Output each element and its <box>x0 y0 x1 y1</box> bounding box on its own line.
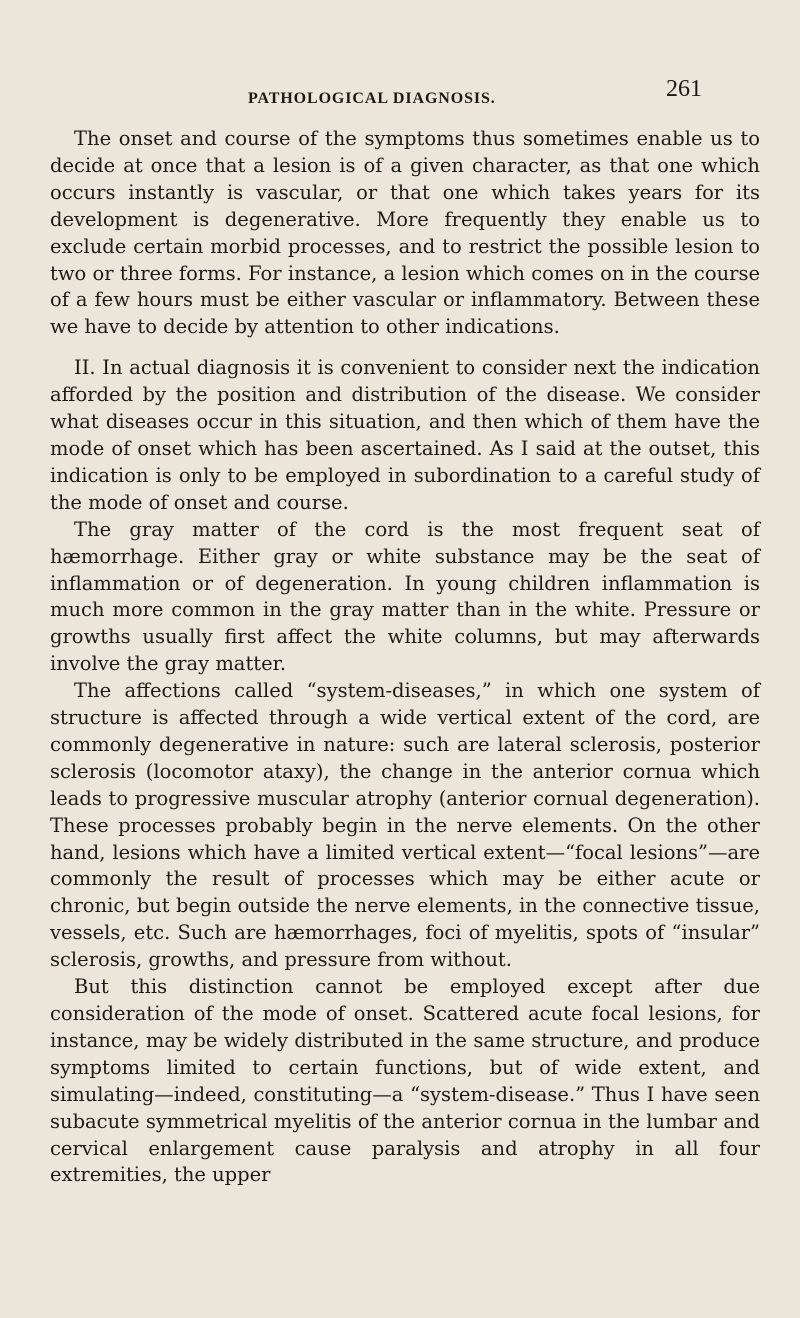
running-title: PATHOLOGICAL DIAGNOSIS. <box>248 90 496 107</box>
paragraph: The gray matter of the cord is the most frequent seat of hæmorrhage. Either gray or white substance may be the seat of inflammation or of degeneration. In young children inflammation is much more common in the gray matter than in the white. Pressure or growths usually first affect the white columns, but may afterwards involve the gray matter. <box>50 517 760 676</box>
page-number: 261 <box>666 76 702 102</box>
paragraph: But this distinction cannot be employed except after due consideration of the mode of onset. Scattered acute focal lesions, for instance, may be widely distributed in the same structure, and produce symptoms limited to certain functions, but of wide extent, and simulating—indeed, constituting—a “system-disease.” Thus I have seen subacute symmetrical myelitis of the anterior cornua in the lumbar and cervical enlargement cause paralysis and atrophy in all four extremities, the upper <box>50 975 760 1187</box>
running-head <box>0 76 800 116</box>
paragraph: II. In actual diagnosis it is convenient to consider next the indication afforded by the position and distribution of the disease. We consider what diseases occur in this situation, and then which of them have the mode of onset which has been ascertained. As I said at the outset, this indication is only to be employed in subordination to a careful study of the mode of onset and course. <box>50 356 760 514</box>
body-text <box>50 126 760 1189</box>
paragraph: The onset and course of the symptoms thus sometimes enable us to decide at once that a lesion is of a given character, as that one which occurs instantly is vascular, or that one which takes years for its development is degenerative. More frequently they enable us to exclude certain morbid processes, and to restrict the possible lesion to two or three forms. For instance, a lesion which comes on in the course of a few hours must be either vascular or inflammatory. Between these we have to decide by attention to other indications. <box>50 127 760 339</box>
paragraph: The affections called “system-diseases,” in which one system of structure is affected through a wide vertical extent of the cord, are commonly degenerative in nature: such are lateral sclerosis, posterior sclerosis (locomotor ataxy), the change in the anterior cornua which leads to progressive muscular atrophy (anterior cornual degeneration). These processes probably begin in the nerve elements. On the other hand, lesions which have a limited vertical extent—“focal lesions”—are commonly the result of processes which may be either acute or chronic, but begin outside the nerve elements, in the connective tissue, vessels, etc. Such are hæmorrhages, foci of myelitis, spots of “insular” sclerosis, growths, and pressure from without. <box>50 679 760 972</box>
